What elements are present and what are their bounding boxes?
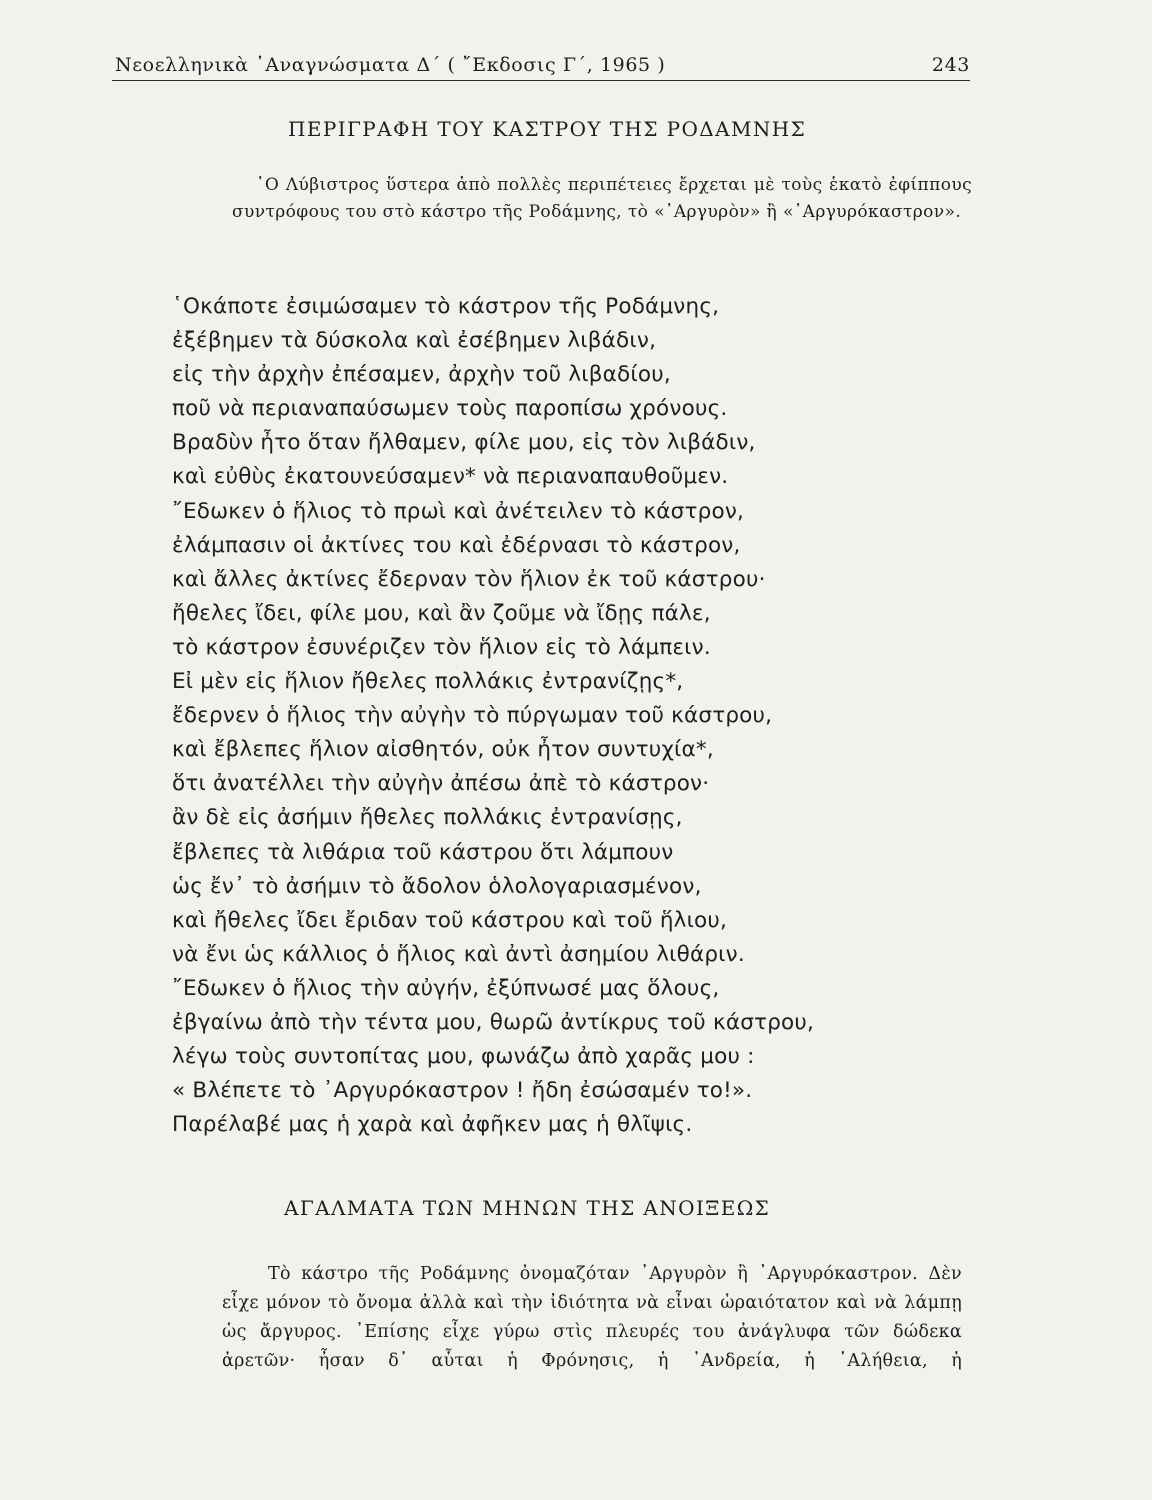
section-title-castle-description: ΠΕΡΙΓΡΑΦΗ ΤΟΥ ΚΑΣΤΡΟΥ ΤΗΣ ΡΟΔΑΜΝΗΣ <box>288 117 807 141</box>
running-header <box>115 44 970 76</box>
section-title-statues-of-spring-months: ΑΓΑΛΜΑΤΑ ΤΩΝ ΜΗΝΩΝ ΤΗΣ ΑΝΟΙΞΕΩΣ <box>284 1196 771 1220</box>
poem-line: ἔβλεπες τὰ λιθάρια τοῦ κάστρου ὅτι λάμπουν <box>172 839 674 865</box>
poem-line: Εἰ μὲν εἰς ἥλιον ἤθελες πολλάκις ἐντρανίζῃς*, <box>172 669 684 695</box>
poem-line: ὅτι ἀνατέλλει τὴν αὐγὴν ἀπέσω ἀπὲ τὸ κάστρον· <box>172 771 710 797</box>
poem-line: καὶ εὐθὺς ἐκατουνεύσαμεν* νὰ περιαναπαυθοῦμεν. <box>172 464 729 490</box>
poem-line: νὰ ἔνι ὡς κάλλιος ὁ ἥλιος καὶ ἀντὶ ἀσημίου λιθάριν. <box>172 941 745 967</box>
poem-line: ἐβγαίνω ἀπὸ τὴν τέντα μου, θωρῶ ἀντίκρυς τοῦ κάστρου, <box>172 1009 815 1035</box>
poem-line: εἰς τὴν ἀρχὴν ἐπέσαμεν, ἀρχὴν τοῦ λιβαδίου, <box>172 362 671 388</box>
poem-line: ποῦ νὰ περιαναπαύσωμεν τοὺς παροπίσω χρόνους. <box>172 396 728 422</box>
poem-line: Παρέλαβέ μας ἡ χαρὰ καὶ ἀφῆκεν μας ἡ θλῖψις. <box>172 1112 693 1138</box>
poem-line: ῎Εδωκεν ὁ ἥλιος τὸ πρωὶ καὶ ἀνέτειλεν τὸ κάστρον, <box>172 498 745 524</box>
poem-line: λέγω τοὺς συντοπίτας μου, φωνάζω ἀπὸ χαρᾶς μου : <box>172 1044 755 1070</box>
poem-line: ἐξέβημεν τὰ δύσκολα καὶ ἐσέβημεν λιβάδιν, <box>172 328 657 354</box>
running-title: Νεοελληνικὰ ᾿Αναγνώσματα Δ΄ ( ῎Εκδοσις Γ΄, 1965 ) <box>115 54 666 76</box>
poem-line: Βραδὺν ἦτο ὅταν ἤλθαμεν, φίλε μου, εἰς τὸν λιβάδιν, <box>172 430 756 456</box>
poem-line: ῎Εδωκεν ὁ ἥλιος τὴν αὐγήν, ἐξύπνωσέ μας ὅλους, <box>172 975 720 1001</box>
intro-paragraph <box>232 172 972 226</box>
poem-line: ἂν δὲ εἰς ἀσήμιν ἤθελες πολλάκις ἐντρανίσῃς, <box>172 805 683 831</box>
poem-line: « Βλέπετε τὸ ᾿Αργυρόκαστρον ! ἤδη ἐσώσαμέν το!». <box>172 1078 753 1104</box>
commentary-text: Τὸ κάστρο τῆς Ροδάμνης ὀνομαζόταν ᾿Αργυρὸν ἢ ᾿Αργυρόκαστρον. Δὲν εἶχε μόνον τὸ ὄνομα ἀλλὰ καὶ τὴν ἰδιότητα νὰ εἶναι ὡραιότατον καὶ νὰ λάμπῃ ὡς ἄργυρος. ᾿Επίσης εἶχε γύρω στὶς πλευρές του ἀνάγλυφα τῶν δώδεκα ἀρετῶν· ἦσαν δ᾿ αὗται ἡ Φρόνησις, ἡ ᾿Ανδρεία, ἡ ᾿Αλήθεια, ἡ <box>222 1264 962 1371</box>
poem-line: ἐλάμπασιν οἱ ἀκτίνες του καὶ ἐδέρνασι τὸ κάστρον, <box>172 532 741 558</box>
commentary-paragraph <box>222 1260 962 1376</box>
poem-line: ὡς ἔν᾿ τὸ ἀσήμιν τὸ ἄδολον ὁλολογαριασμένον, <box>172 873 702 899</box>
poem-line: ῾Οκάποτε ἐσιμώσαμεν τὸ κάστρον τῆς Ροδάμνης, <box>172 294 720 319</box>
header-rule <box>112 80 970 81</box>
page-number: 243 <box>931 54 970 76</box>
poem-line: καὶ ἤθελες ἴδει ἔριδαν τοῦ κάστρου καὶ τοῦ ἥλιου, <box>172 907 728 933</box>
poem-line: καὶ ἔβλεπες ἥλιον αἰσθητόν, οὐκ ἦτον συντυχία*, <box>172 737 714 763</box>
poem <box>172 290 872 1142</box>
intro-text: ῾Ο Λύβιστρος ὕστερα ἀπὸ πολλὲς περιπέτειες ἔρχεται μὲ τοὺς ἑκατὸ ἐφίππους συντρόφους του στὸ κάστρο τῆς Ροδάμνης, τὸ «᾿Αργυρὸν» ἢ «᾿Αργυρόκαστρον». <box>232 175 972 222</box>
poem-line: τὸ κάστρον ἐσυνέριζεν τὸν ἥλιον εἰς τὸ λάμπειν. <box>172 634 711 660</box>
poem-line: ἤθελες ἴδει, φίλε μου, καὶ ἂν ζοῦμε νὰ ἴδῃς πάλε, <box>172 600 711 626</box>
poem-line: καὶ ἄλλες ἀκτίνες ἔδερναν τὸν ἥλιον ἐκ τοῦ κάστρου· <box>172 566 766 592</box>
poem-line: ἔδερνεν ὁ ἥλιος τὴν αὐγὴν τὸ πύργωμαν τοῦ κάστρου, <box>172 703 773 729</box>
